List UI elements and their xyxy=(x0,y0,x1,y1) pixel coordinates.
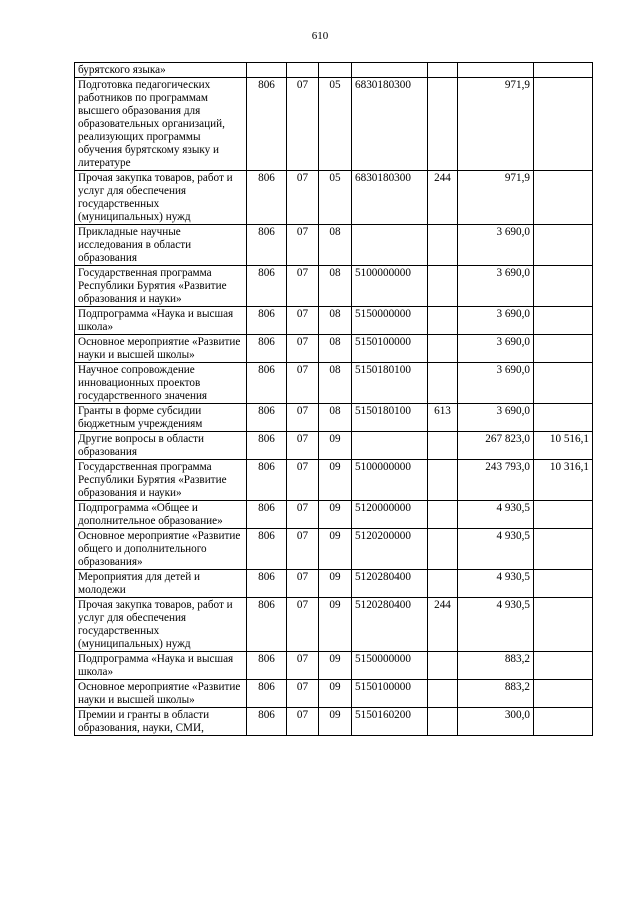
row-section-code-cell: 07 xyxy=(287,363,319,404)
row-expense-type-code-cell xyxy=(428,501,458,529)
row-name-cell: Подпрограмма «Наука и высшая школа» xyxy=(75,652,247,680)
row-amount-extra-cell xyxy=(534,501,593,529)
row-expense-type-code-cell xyxy=(428,570,458,598)
row-department-code-cell: 806 xyxy=(247,171,287,225)
row-amount-cell: 3 690,0 xyxy=(458,266,534,307)
row-target-item-code-cell: 5150100000 xyxy=(352,680,428,708)
row-name-cell: Мероприятия для детей и молодежи xyxy=(75,570,247,598)
row-subsection-code-cell: 08 xyxy=(319,363,352,404)
row-amount-extra-cell xyxy=(534,78,593,171)
budget-table xyxy=(74,62,593,736)
row-section-code-cell: 07 xyxy=(287,404,319,432)
row-subsection-code-cell: 09 xyxy=(319,501,352,529)
row-name-cell: Премии и гранты в области образования, науки, СМИ, xyxy=(75,708,247,736)
row-department-code-cell: 806 xyxy=(247,432,287,460)
row-subsection-code-cell: 09 xyxy=(319,598,352,652)
table-row xyxy=(75,171,593,225)
row-department-code-cell: 806 xyxy=(247,266,287,307)
row-expense-type-code-cell xyxy=(428,63,458,78)
table-row xyxy=(75,652,593,680)
row-department-code-cell: 806 xyxy=(247,680,287,708)
row-amount-cell: 4 930,5 xyxy=(458,501,534,529)
table-row xyxy=(75,680,593,708)
row-expense-type-code-cell xyxy=(428,266,458,307)
row-section-code-cell: 07 xyxy=(287,680,319,708)
row-target-item-code-cell: 5150180100 xyxy=(352,363,428,404)
row-expense-type-code-cell xyxy=(428,432,458,460)
row-section-code-cell: 07 xyxy=(287,570,319,598)
row-subsection-code-cell: 09 xyxy=(319,708,352,736)
row-target-item-code-cell: 5150100000 xyxy=(352,335,428,363)
row-amount-cell: 3 690,0 xyxy=(458,307,534,335)
row-section-code-cell: 07 xyxy=(287,78,319,171)
row-amount-extra-cell: 10 516,1 xyxy=(534,432,593,460)
row-department-code-cell: 806 xyxy=(247,570,287,598)
row-amount-extra-cell xyxy=(534,335,593,363)
table-row xyxy=(75,63,593,78)
table-row xyxy=(75,708,593,736)
row-expense-type-code-cell xyxy=(428,363,458,404)
row-department-code-cell: 806 xyxy=(247,225,287,266)
row-name-cell: Основное мероприятие «Развитие общего и дополнительного образования» xyxy=(75,529,247,570)
row-subsection-code-cell xyxy=(319,63,352,78)
row-subsection-code-cell: 09 xyxy=(319,680,352,708)
row-name-cell: бурятского языка» xyxy=(75,63,247,78)
table-row xyxy=(75,335,593,363)
row-amount-extra-cell xyxy=(534,225,593,266)
row-expense-type-code-cell xyxy=(428,529,458,570)
row-department-code-cell: 806 xyxy=(247,363,287,404)
row-amount-extra-cell xyxy=(534,570,593,598)
table-row xyxy=(75,404,593,432)
row-name-cell: Подпрограмма «Наука и высшая школа» xyxy=(75,307,247,335)
row-department-code-cell: 806 xyxy=(247,708,287,736)
row-expense-type-code-cell xyxy=(428,460,458,501)
row-amount-extra-cell xyxy=(534,266,593,307)
row-subsection-code-cell: 08 xyxy=(319,335,352,363)
row-amount-extra-cell xyxy=(534,171,593,225)
row-amount-extra-cell xyxy=(534,363,593,404)
row-expense-type-code-cell xyxy=(428,335,458,363)
row-amount-cell xyxy=(458,63,534,78)
table-row xyxy=(75,598,593,652)
row-name-cell: Прочая закупка товаров, работ и услуг для обеспечения государственных (муниципальных) нужд xyxy=(75,171,247,225)
row-target-item-code-cell: 6830180300 xyxy=(352,78,428,171)
row-expense-type-code-cell xyxy=(428,307,458,335)
row-name-cell: Прочая закупка товаров, работ и услуг для обеспечения государственных (муниципальных) нужд xyxy=(75,598,247,652)
row-target-item-code-cell: 5150000000 xyxy=(352,307,428,335)
row-target-item-code-cell: 5150180100 xyxy=(352,404,428,432)
row-target-item-code-cell: 5100000000 xyxy=(352,460,428,501)
row-amount-cell: 300,0 xyxy=(458,708,534,736)
row-target-item-code-cell: 5120280400 xyxy=(352,570,428,598)
budget-table-body xyxy=(75,63,593,736)
row-target-item-code-cell xyxy=(352,63,428,78)
row-amount-cell: 4 930,5 xyxy=(458,529,534,570)
row-section-code-cell: 07 xyxy=(287,307,319,335)
row-section-code-cell: 07 xyxy=(287,225,319,266)
row-subsection-code-cell: 08 xyxy=(319,307,352,335)
row-department-code-cell: 806 xyxy=(247,501,287,529)
row-target-item-code-cell: 5120200000 xyxy=(352,529,428,570)
row-amount-extra-cell xyxy=(534,680,593,708)
row-department-code-cell: 806 xyxy=(247,598,287,652)
row-name-cell: Научное сопровождение инновационных проектов государственного значения xyxy=(75,363,247,404)
row-department-code-cell: 806 xyxy=(247,404,287,432)
table-row xyxy=(75,460,593,501)
row-amount-cell: 4 930,5 xyxy=(458,570,534,598)
row-subsection-code-cell: 08 xyxy=(319,404,352,432)
row-section-code-cell: 07 xyxy=(287,708,319,736)
row-amount-extra-cell xyxy=(534,529,593,570)
table-row xyxy=(75,266,593,307)
row-expense-type-code-cell xyxy=(428,652,458,680)
row-name-cell: Государственная программа Республики Бурятия «Развитие образования и науки» xyxy=(75,266,247,307)
row-expense-type-code-cell: 244 xyxy=(428,171,458,225)
row-name-cell: Другие вопросы в области образования xyxy=(75,432,247,460)
table-row xyxy=(75,225,593,266)
row-target-item-code-cell: 6830180300 xyxy=(352,171,428,225)
row-section-code-cell: 07 xyxy=(287,335,319,363)
row-section-code-cell: 07 xyxy=(287,266,319,307)
row-department-code-cell: 806 xyxy=(247,78,287,171)
row-expense-type-code-cell xyxy=(428,708,458,736)
row-amount-cell: 243 793,0 xyxy=(458,460,534,501)
table-row xyxy=(75,307,593,335)
row-target-item-code-cell xyxy=(352,225,428,266)
row-target-item-code-cell: 5150160200 xyxy=(352,708,428,736)
row-amount-extra-cell xyxy=(534,63,593,78)
row-section-code-cell: 07 xyxy=(287,598,319,652)
row-subsection-code-cell: 05 xyxy=(319,171,352,225)
row-amount-cell: 971,9 xyxy=(458,78,534,171)
row-amount-cell: 267 823,0 xyxy=(458,432,534,460)
row-expense-type-code-cell xyxy=(428,680,458,708)
row-subsection-code-cell: 08 xyxy=(319,266,352,307)
row-amount-extra-cell xyxy=(534,307,593,335)
row-department-code-cell: 806 xyxy=(247,307,287,335)
row-expense-type-code-cell xyxy=(428,225,458,266)
row-target-item-code-cell: 5120000000 xyxy=(352,501,428,529)
row-amount-cell: 3 690,0 xyxy=(458,363,534,404)
row-department-code-cell: 806 xyxy=(247,652,287,680)
row-amount-cell: 3 690,0 xyxy=(458,335,534,363)
row-name-cell: Гранты в форме субсидии бюджетным учреждениям xyxy=(75,404,247,432)
row-subsection-code-cell: 09 xyxy=(319,652,352,680)
row-amount-cell: 3 690,0 xyxy=(458,225,534,266)
row-amount-extra-cell xyxy=(534,652,593,680)
row-name-cell: Основное мероприятие «Развитие науки и высшей школы» xyxy=(75,335,247,363)
row-subsection-code-cell: 05 xyxy=(319,78,352,171)
table-row xyxy=(75,78,593,171)
row-amount-extra-cell xyxy=(534,708,593,736)
row-subsection-code-cell: 09 xyxy=(319,570,352,598)
table-row xyxy=(75,501,593,529)
row-section-code-cell: 07 xyxy=(287,171,319,225)
row-amount-cell: 883,2 xyxy=(458,680,534,708)
row-section-code-cell: 07 xyxy=(287,501,319,529)
page-number: 610 xyxy=(311,30,329,42)
row-section-code-cell: 07 xyxy=(287,460,319,501)
table-row xyxy=(75,363,593,404)
row-section-code-cell: 07 xyxy=(287,529,319,570)
row-amount-extra-cell: 10 316,1 xyxy=(534,460,593,501)
row-name-cell: Основное мероприятие «Развитие науки и высшей школы» xyxy=(75,680,247,708)
table-row xyxy=(75,432,593,460)
row-section-code-cell: 07 xyxy=(287,652,319,680)
row-name-cell: Подпрограмма «Общее и дополнительное образование» xyxy=(75,501,247,529)
row-name-cell: Подготовка педагогических работников по программам высшего образования для образовательных организаций, реализующих программы обучения бурятскому языку и литературе xyxy=(75,78,247,171)
row-expense-type-code-cell: 244 xyxy=(428,598,458,652)
row-name-cell: Прикладные научные исследования в области образования xyxy=(75,225,247,266)
row-department-code-cell: 806 xyxy=(247,529,287,570)
row-section-code-cell xyxy=(287,63,319,78)
row-name-cell: Государственная программа Республики Бурятия «Развитие образования и науки» xyxy=(75,460,247,501)
row-subsection-code-cell: 08 xyxy=(319,225,352,266)
row-expense-type-code-cell: 613 xyxy=(428,404,458,432)
row-target-item-code-cell: 5120280400 xyxy=(352,598,428,652)
row-target-item-code-cell xyxy=(352,432,428,460)
row-department-code-cell: 806 xyxy=(247,460,287,501)
table-row xyxy=(75,529,593,570)
row-subsection-code-cell: 09 xyxy=(319,529,352,570)
row-target-item-code-cell: 5150000000 xyxy=(352,652,428,680)
row-department-code-cell xyxy=(247,63,287,78)
row-subsection-code-cell: 09 xyxy=(319,460,352,501)
row-amount-cell: 3 690,0 xyxy=(458,404,534,432)
row-amount-extra-cell xyxy=(534,598,593,652)
table-row xyxy=(75,570,593,598)
row-section-code-cell: 07 xyxy=(287,432,319,460)
row-amount-cell: 883,2 xyxy=(458,652,534,680)
row-amount-cell: 4 930,5 xyxy=(458,598,534,652)
row-amount-cell: 971,9 xyxy=(458,171,534,225)
row-amount-extra-cell xyxy=(534,404,593,432)
row-subsection-code-cell: 09 xyxy=(319,432,352,460)
row-target-item-code-cell: 5100000000 xyxy=(352,266,428,307)
row-department-code-cell: 806 xyxy=(247,335,287,363)
row-expense-type-code-cell xyxy=(428,78,458,171)
